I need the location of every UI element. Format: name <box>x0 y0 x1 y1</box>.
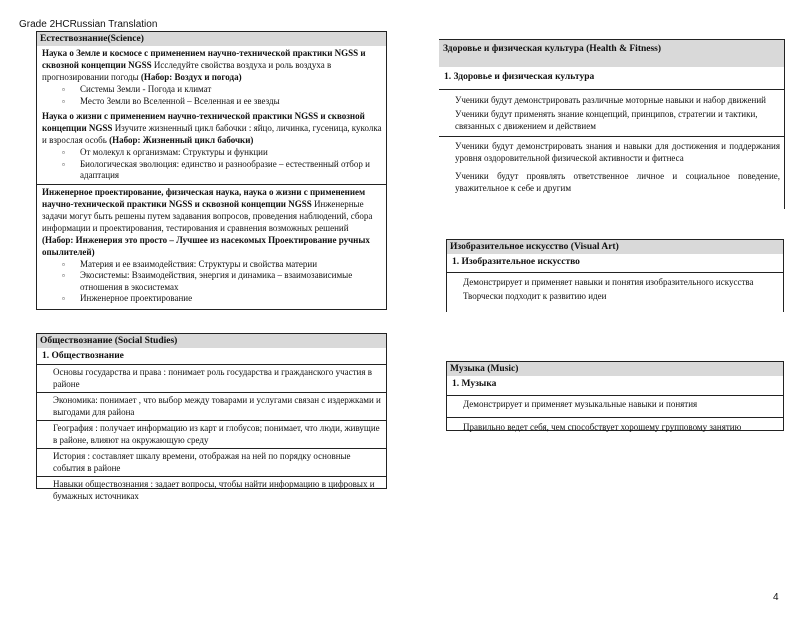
list-item: ▫ Системы Земли - Погода и климат <box>62 84 212 94</box>
health-section: 1. Здоровье и физическая культура <box>444 72 595 82</box>
list-item: ▫ Материя и ее взаимодействия: Структуры и свойства материи <box>62 258 318 269</box>
list-item: ▫ Место Земли во Вселенной – Вселенная и ее звезды <box>62 95 280 106</box>
list-item: ▫ Биологическая эволюция: единство и разнообразие – естественный отбор и адаптация <box>62 158 370 180</box>
table-row: Правильно ведет себя, чем способствует хорошему групповому занятию <box>447 417 783 439</box>
health-item: Ученики будут проявлять ответственное личное и социальное поведение, уважительное к себе и другим <box>455 171 780 193</box>
bullet-icon: ▫ <box>62 259 65 269</box>
art-section: 1. Изобразительное искусство <box>452 257 580 267</box>
list-item: ▫ Инженерное проектирование <box>62 293 193 303</box>
health-box <box>439 39 785 209</box>
social-studies-box <box>36 333 387 501</box>
bullet-icon: ▫ <box>62 85 65 94</box>
table-row: Экономика: понимает , что выбор между товарами и услугами связан с издержками и выгодами для района <box>37 392 386 420</box>
science-engineering-block <box>37 184 386 307</box>
music-title: Музыка (Music) <box>447 362 783 376</box>
table-row: Основы государства и права : понимает роль государства и гражданского участия в районе <box>37 364 386 392</box>
bullet-icon: ▫ <box>62 294 65 303</box>
health-item: Ученики будут демонстрировать знания и навыки для достижения и поддержания уровня оздоровительной физической активности и фитнеса <box>455 141 780 163</box>
science-engineering-kit: (Набор: Инженерия это просто – Лучшее из насекомых Проектирование ручных опылителей) <box>42 234 370 257</box>
music-box <box>446 361 784 431</box>
science-life-block <box>37 109 386 184</box>
science-earth-block <box>37 46 386 109</box>
health-item: Ученики будут применять знание концепций, принципов, стратегии и тактики, связанных с движением и действием <box>455 109 758 131</box>
science-engineering-heading: Инженерное проектирование, физическая наука, наука о жизни с применением научно-технической практики NGSS и сквозной концепции NGSS <box>42 186 366 209</box>
table-row: Навыки обществознания : задает вопросы, чтобы найти информацию в цифровых и бумажных источниках <box>37 476 386 504</box>
bullet-icon: ▫ <box>62 148 65 157</box>
page-header: Grade 2HCRussian Translation <box>19 19 158 30</box>
list-item: ▫ Экосистемы: Взаимодействия, энергия и динамика – взаимозависимые отношения в экосистемах <box>62 270 353 292</box>
science-title: Естествознание(Science) <box>37 32 386 46</box>
social-studies-title: Обществознание (Social Studies) <box>37 334 386 348</box>
page-number: 4 <box>773 592 779 603</box>
art-item: Творчески подходит к развитию идеи <box>463 291 607 301</box>
science-life-heading: Наука о жизни с применением научно-технической практики NGSS и сквозной концепции NGSS <box>42 111 365 133</box>
science-box <box>36 31 387 310</box>
table-row: Демонстрирует и применяет музыкальные навыки и понятия <box>447 395 783 417</box>
science-earth-kit: (Набор: Воздух и погода) <box>140 72 242 82</box>
music-section: 1. Музыка <box>452 379 497 389</box>
art-box <box>446 239 784 312</box>
health-title: Здоровье и физическая культура (Health & Fitness) <box>439 40 784 67</box>
health-item: Ученики будут демонстрировать различные моторные навыки и набор движений <box>455 95 766 105</box>
bullet-icon: ▫ <box>62 96 65 106</box>
science-life-text: Изучите жизненный цикл бабочки : яйцо, личинка, гусеница, куколка и взрослая особь <box>42 123 382 145</box>
science-earth-heading: Наука о Земле и космосе с применением научно-технической практики NGSS и сквозной концепции NGSS <box>42 48 366 70</box>
art-item: Демонстрирует и применяет навыки и понятия изобразительного искусства <box>463 277 754 287</box>
social-studies-section: 1. Обществознание <box>42 351 124 361</box>
bullet-icon: ▫ <box>62 271 65 280</box>
art-title: Изобразительное искусство (Visual Art) <box>447 240 783 254</box>
science-life-kit: (Набор: Жизненный цикл бабочки) <box>109 135 254 145</box>
table-row: История : составляет шкалу времени, отображая на ней по порядку основные события в районе <box>37 448 386 476</box>
science-earth-text: Исследуйте свойства воздуха и роль воздуха в прогнозировании погоды <box>42 60 332 82</box>
table-row: География : получает информацию из карт и глобусов; понимает, что люди, живущие в районе, влияют на окружающую среду <box>37 420 386 448</box>
list-item: ▫ От молекул к организмам: Структуры и функции <box>62 147 268 157</box>
science-engineering-text: Инженерные задачи могут быть решены путем задавания вопросов, проведения наблюдений, сбора информации и проектирования, тестирования и сравнения возможных решений <box>42 198 373 233</box>
bullet-icon: ▫ <box>62 159 65 169</box>
